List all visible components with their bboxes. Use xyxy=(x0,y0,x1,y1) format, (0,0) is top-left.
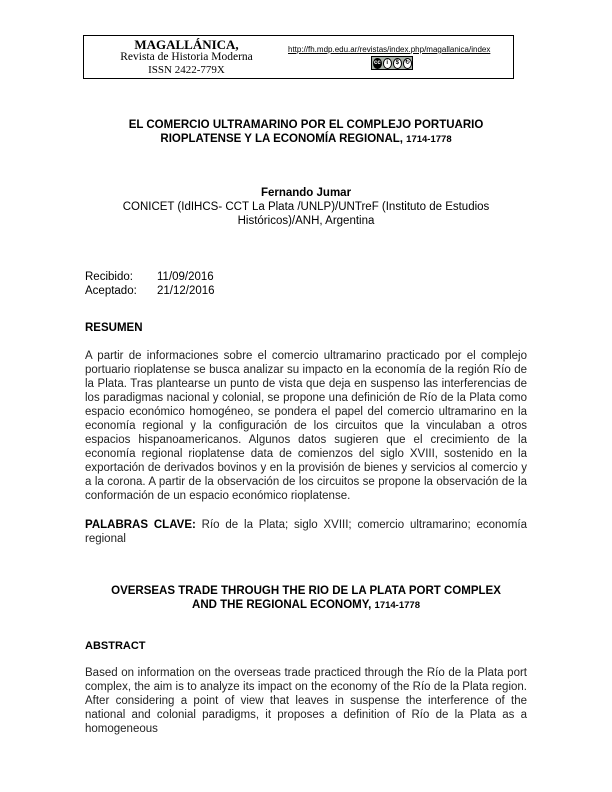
received-row xyxy=(85,270,215,284)
accepted-row xyxy=(85,284,215,298)
resumen-text: A partir de informaciones sobre el comercio ultramarino practicado por el complejo portuario rioplatense se busca analizar su impacto en la economía de la región Río de la Plata. Tras plantearse un punto de vista que deja en suspenso las interferencias de los paradigmas nacional y colonial, se propone una definición de Río de la Plata como espacio económico homogéneo, se pondera el papel del comercio ultramarino en la economía regional y la configuración de los circuitos que la vinculaban a otros espacios hispanoamericanos. Algunos datos sugieren que el crecimiento de la economía regional rioplatense data de comienzos del siglo XVIII, sostenido en la exportación de derivados bovinos y en la provisión de bienes y servicios al comercio y a la corona. A partir de la observación de los circuitos se propone la observación de la conformación de un espacio económico rioplatense. xyxy=(85,350,527,502)
creative-commons-license-icon[interactable] xyxy=(371,56,413,70)
title-en-line2: AND THE REGIONAL ECONOMY, xyxy=(192,599,375,611)
author-name: Fernando Jumar xyxy=(260,187,352,199)
title-en-line1: OVERSEAS TRADE THROUGH THE RIO DE LA PLATA PORT COMPLEX xyxy=(111,585,501,597)
nc-icon: $ xyxy=(393,58,402,69)
abstract-text: Based on information on the overseas trade practiced through the Río de la Plata port complex, the aim is to analyze its impact on the economy of the Río de la Plata region. After considering a point of view that leaves in suspense the interference of the national and colonial paradigms, it proposes a definition of Río de la Plata as a homogeneous xyxy=(85,667,527,735)
title-en-years: 1714-1778 xyxy=(374,600,420,611)
title-es-line1: EL COMERCIO ULTRAMARINO POR EL COMPLEJO PORTUARIO xyxy=(128,119,484,131)
resumen-heading: RESUMEN xyxy=(85,322,143,334)
article-title-spanish xyxy=(100,118,512,147)
abstract-heading: ABSTRACT xyxy=(85,640,146,652)
journal-name: MAGALLÁNICA, xyxy=(134,37,239,52)
received-label: Recibido: xyxy=(85,271,133,283)
journal-header xyxy=(83,35,514,79)
by-icon: i xyxy=(383,58,392,69)
title-es-line2: RIOPLATENSE Y LA ECONOMÍA REGIONAL, xyxy=(160,133,407,145)
accepted-date: 21/12/2016 xyxy=(157,285,215,297)
author-affiliation: CONICET (IdIHCS- CCT La Plata /UNLP)/UNTreF (Instituto de Estudios Históricos)/ANH, Argentina xyxy=(122,201,490,227)
journal-issn: ISSN 2422-779X xyxy=(148,64,225,76)
journal-identity xyxy=(84,38,289,77)
keywords-block xyxy=(85,518,527,546)
article-title-english xyxy=(90,584,522,613)
author-block xyxy=(85,186,527,228)
keywords-text: Río de la Plata; siglo XVIII; comercio ultramarino; economía regional xyxy=(85,519,527,545)
received-date: 11/09/2016 xyxy=(157,271,214,283)
sa-icon: ↻ xyxy=(403,58,412,69)
submission-dates xyxy=(85,270,215,298)
accepted-label: Aceptado: xyxy=(85,285,137,297)
title-es-years: 1714-1778 xyxy=(406,134,452,145)
journal-url-link[interactable]: http://fh.mdp.edu.ar/revistas/index.php/magallanica/index xyxy=(288,45,491,54)
journal-subtitle: Revista de Historia Moderna xyxy=(120,51,253,63)
keywords-label: PALABRAS CLAVE: xyxy=(85,519,196,531)
cc-icon: cc xyxy=(373,58,382,69)
